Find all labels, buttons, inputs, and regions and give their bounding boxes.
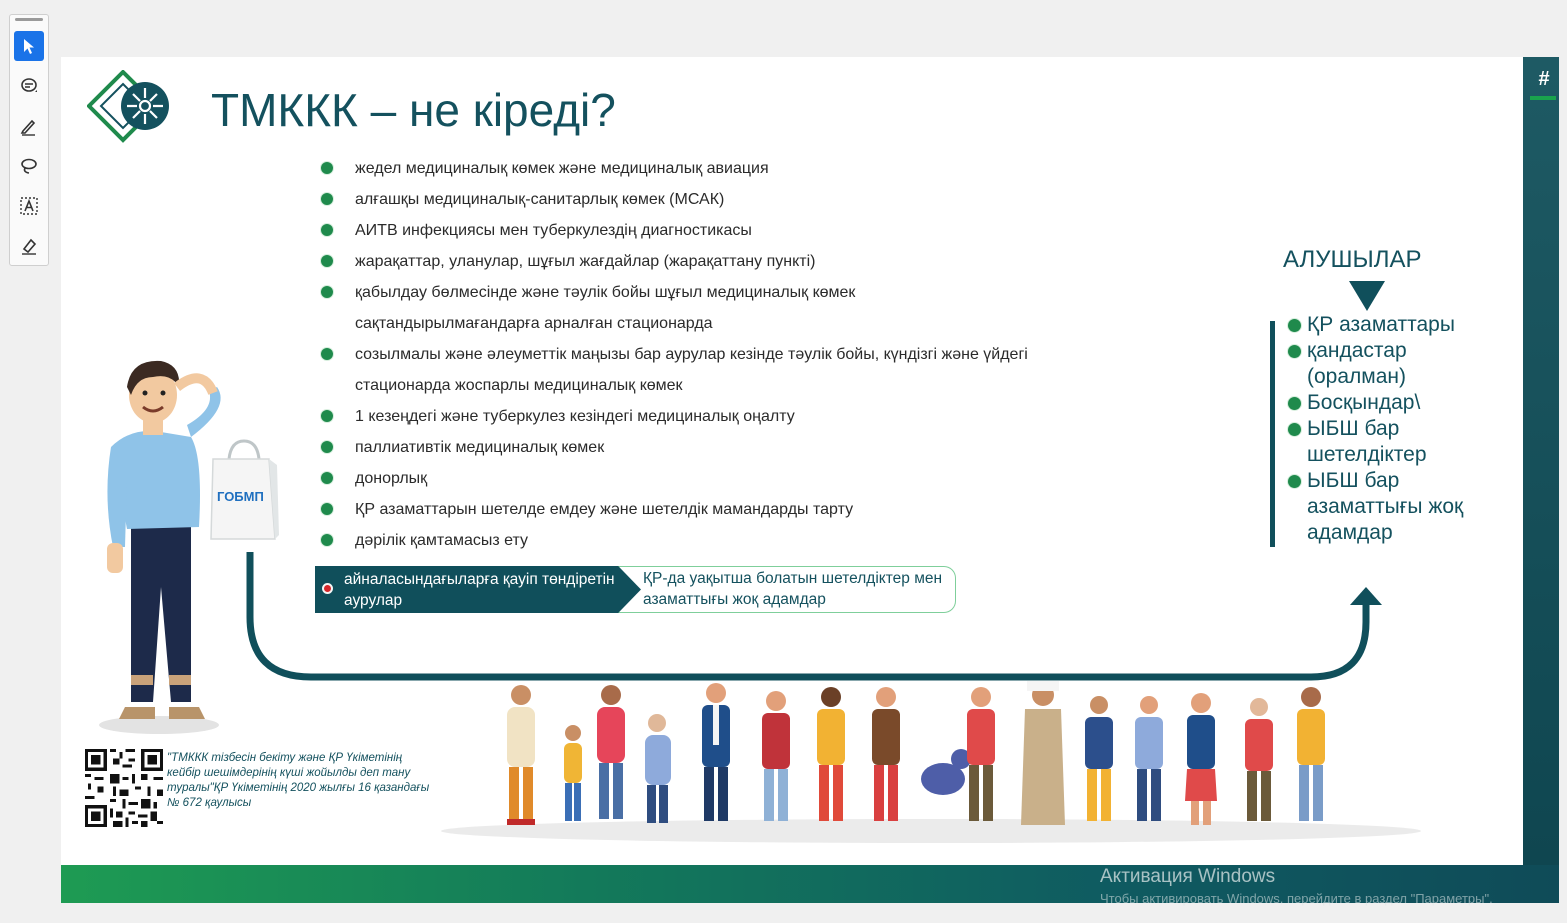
toolbar-grip[interactable]: [15, 18, 43, 21]
list-item: ЫБШ бар шетелдіктер: [1288, 416, 1498, 468]
qr-code: [85, 749, 163, 827]
list-item: алғашқы медициналық-санитарлық көмек (МСАК): [319, 184, 1119, 215]
activation-watermark-text: Чтобы активировать Windows, перейдите в раздел "Параметры".: [1100, 891, 1493, 906]
foreigners-label: ҚР-да уақытша болатын шетелдіктер мен азаматтығы жоқ адамдар: [643, 570, 943, 608]
list-item: жарақаттар, уланулар, шұғыл жағдайлар (жарақаттану пункті): [319, 246, 1119, 277]
slide-marker-underline: [1530, 96, 1556, 100]
down-arrow-icon: [1349, 281, 1385, 311]
list-item: қабылдау бөлмесінде және тәулік бойы шұғыл медициналық көмек сақтандырылмағандарға арналған стационарда: [319, 277, 1119, 339]
highlighter-icon: [19, 236, 39, 256]
list-item: созылмалы және әлеуметтік маңызы бар аурулар кезінде тәулік бойы, күндізгі және үйдегі стационарда жоспарлы медициналық көмек: [319, 339, 1119, 401]
list-item: Босқындар\: [1288, 390, 1498, 416]
shopping-bag-illustration: [209, 439, 279, 543]
list-item: ҚР азаматтары: [1288, 312, 1498, 338]
list-item: дәрілік қамтамасыз ету: [319, 525, 1119, 556]
list-item: ҚР азаматтарын шетелде емдеу және шетелдік мамандарды тарту: [319, 494, 1119, 525]
bullet-dot-icon: [1288, 423, 1301, 436]
list-item: донорлық: [319, 463, 1119, 494]
list-item: 1 кезеңдегі және туберкулез кезіндегі медициналық оңалту: [319, 401, 1119, 432]
bullet-dot-icon: [1288, 345, 1301, 358]
list-item: АИТВ инфекциясы мен туберкулездің диагностикасы: [319, 215, 1119, 246]
text-select-tool-button[interactable]: [14, 191, 44, 221]
lasso-tool-button[interactable]: [14, 151, 44, 181]
comment-tool-button[interactable]: [14, 71, 44, 101]
recipients-list: [1288, 312, 1498, 546]
slide-number-marker: #: [1538, 68, 1550, 90]
select-tool-button[interactable]: [14, 31, 44, 61]
red-dot-icon: [322, 583, 333, 594]
slide-side-strip: [1523, 57, 1559, 865]
people-crowd-illustration: [441, 679, 1421, 849]
slide-title: ТМККК – не кіреді?: [211, 84, 616, 136]
crowd-figures: [507, 681, 1325, 825]
highlighter-tool-button[interactable]: [14, 231, 44, 261]
annotation-toolbar: [9, 14, 49, 266]
lasso-icon: [19, 156, 39, 176]
comment-icon: [19, 76, 39, 96]
cursor-icon: [19, 36, 39, 56]
legal-citation: "ТМККК тізбесін бекіту және ҚР Үкіметінің кейбір шешімдерінің күші жойылды деп тану туралы"ҚР Үкіметінің 2020 жылғы 16 қазандағы № 672 қаулысы: [167, 752, 430, 809]
list-item: жедел медициналық көмек және медициналық авиация: [319, 153, 1119, 184]
list-item: ЫБШ бар азаматтығы жоқ адамдар: [1288, 468, 1498, 546]
presentation-slide: [61, 57, 1523, 865]
man-illustration: [91, 347, 291, 747]
pen-tool-button[interactable]: [14, 111, 44, 141]
dangerous-diseases-label: айналасындағыларға қауіп төндіретін аурулар: [344, 571, 615, 609]
list-item: паллиативтік медициналық көмек: [319, 432, 1119, 463]
recipients-bar: [1270, 321, 1275, 547]
recipients-heading: АЛУШЫЛАР: [1283, 246, 1422, 273]
list-item: қандастар (оралман): [1288, 338, 1498, 390]
bullet-dot-icon: [1288, 319, 1301, 332]
bullet-dot-icon: [1288, 397, 1301, 410]
bag-logo: ГОБМП: [217, 489, 264, 504]
activation-watermark-title: Активация Windows: [1100, 866, 1276, 887]
bullet-dot-icon: [1288, 475, 1301, 488]
pen-icon: [19, 116, 39, 136]
text-select-icon: [19, 196, 39, 216]
